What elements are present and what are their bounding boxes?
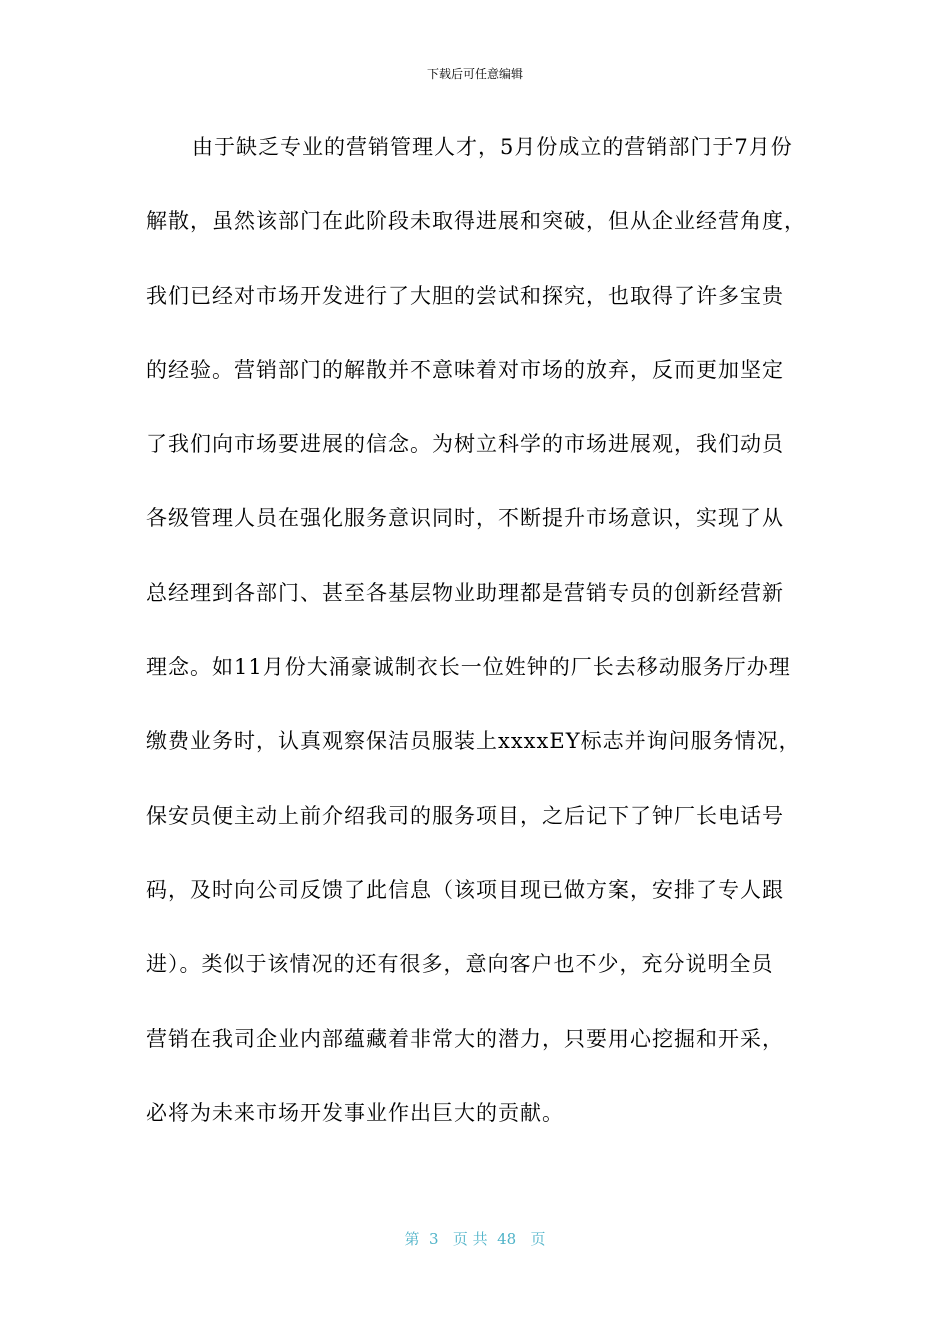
text-line: 总经理到各部门、甚至各基层物业助理都是营销专员的创新经营新 bbox=[146, 580, 784, 605]
text-line: 缴费业务时，认真观察保洁员服装上xxxxEY标志并询问服务情况， bbox=[146, 729, 801, 754]
text-line: 了我们向市场要进展的信念。为树立科学的市场进展观，我们动员 bbox=[146, 432, 784, 457]
text-line: 营销在我司企业内部蕴藏着非常大的潜力，只要用心挖掘和开采， bbox=[146, 1026, 784, 1051]
text-line: 保安员便主动上前介绍我司的服务项目，之后记下了钟厂长电话号 bbox=[146, 803, 784, 828]
text-line: 各级管理人员在强化服务意识同时，不断提升市场意识，实现了从 bbox=[146, 506, 784, 531]
text-line: 我们已经对市场开发进行了大胆的尝试和探究，也取得了许多宝贵 bbox=[146, 283, 784, 308]
text-line: 的经验。营销部门的解散并不意味着对市场的放弃，反而更加坚定 bbox=[146, 357, 784, 382]
text-line: 必将为未来市场开发事业作出巨大的贡献。 bbox=[146, 1100, 564, 1125]
page-header: 下载后可任意编辑 bbox=[426, 67, 523, 81]
text-line: 由于缺乏专业的营销管理人才，5月份成立的营销部门于7月份 bbox=[192, 135, 793, 159]
text-line: 理念。如11月份大涌豪诚制衣长一位姓钟的厂长去移动服务厅办理 bbox=[146, 655, 791, 680]
text-line: 进）。类似于该情况的还有很多，意向客户也不少，充分说明全员 bbox=[146, 952, 774, 977]
text-line: 解散，虽然该部门在此阶段未取得进展和突破，但从企业经营角度， bbox=[146, 209, 806, 234]
body-paragraph bbox=[146, 128, 814, 1168]
page-number-footer: 第 3 页 共 48 页 bbox=[404, 1230, 546, 1248]
text-line: 码，及时向公司反馈了此信息（该项目现已做方案，安排了专人跟 bbox=[146, 877, 784, 902]
